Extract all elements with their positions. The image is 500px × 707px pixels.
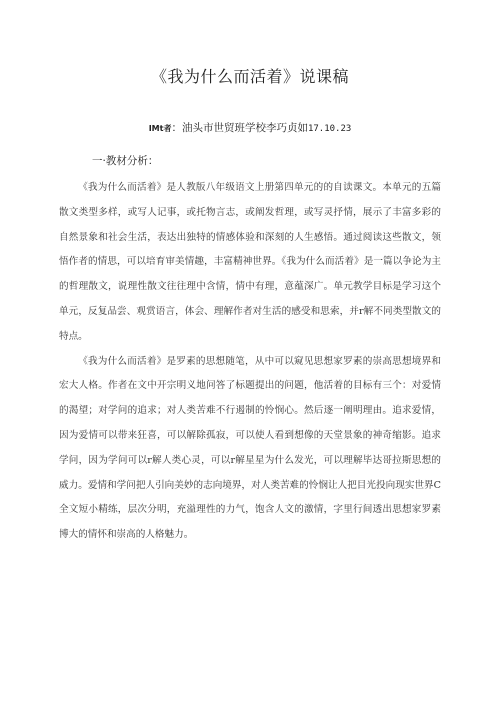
document-title: 《我为什么而活着》说课稿 [150, 67, 349, 86]
paragraph: 《我为什么而活着》是人教版八年级语文上册第四单元的的自读课文。本单元的五篇散文类型多样，或写人记事，或托物言志，或阐发哲理，或写灵抒情，展示了丰富多彩的自然景象和社会生活，表达出独特的情感体验和深刻的人生感悟。通过阅读这些散文，领悟作者的情思，可以培育审美情趣，丰富精神世界。《我为什么而活着》是一篇以争论为主的哲理散文，说理性散文往往理中含情，情中有理，意蕴深广。单元教学目标是学习这个单元，反复品尝、观赏语言，体会、理解作者对生活的感受和思索，并r解不同类型散文的特点。 [59, 182, 441, 342]
author-name: ：油头市世贸班学校李巧贞如 [171, 122, 308, 134]
author-line [0, 120, 500, 135]
author-prefix: IMt者 [148, 124, 172, 133]
author-date: 17.10.23 [307, 124, 352, 134]
body-text [59, 176, 441, 548]
section-heading: 一·教材分析： [92, 155, 159, 167]
paragraph: 《我为什么而活着》是罗素的思想随笔，从中可以窥见思想家罗素的崇高思想境界和宏大人格。作者在文中开宗明义地问答了标题提出的问题，他活着的目标有三个：对爱情的渴望；对学问的追求；对人类苦难不行遏制的怜悯心。然后逐一阐明理由。追求爱情，因为爱情可以带来狂喜，可以解除孤寂，可以使人看到想像的天堂景象的神奇缩影。追求学问，因为学问可以r解人类心灵，可以r解星星为什么发光，可以理解毕达哥拉斯思想的威力。爱情和学问把人引向美妙的志向境界，对人类苦难的怜悯让人把目光投向现实世界C全文短小精练，层次分明，充溢理性的力气，饱含人文的激情，字里行间透出思想家罗素博大的情怀和崇高的人格魅力。 [59, 355, 441, 541]
